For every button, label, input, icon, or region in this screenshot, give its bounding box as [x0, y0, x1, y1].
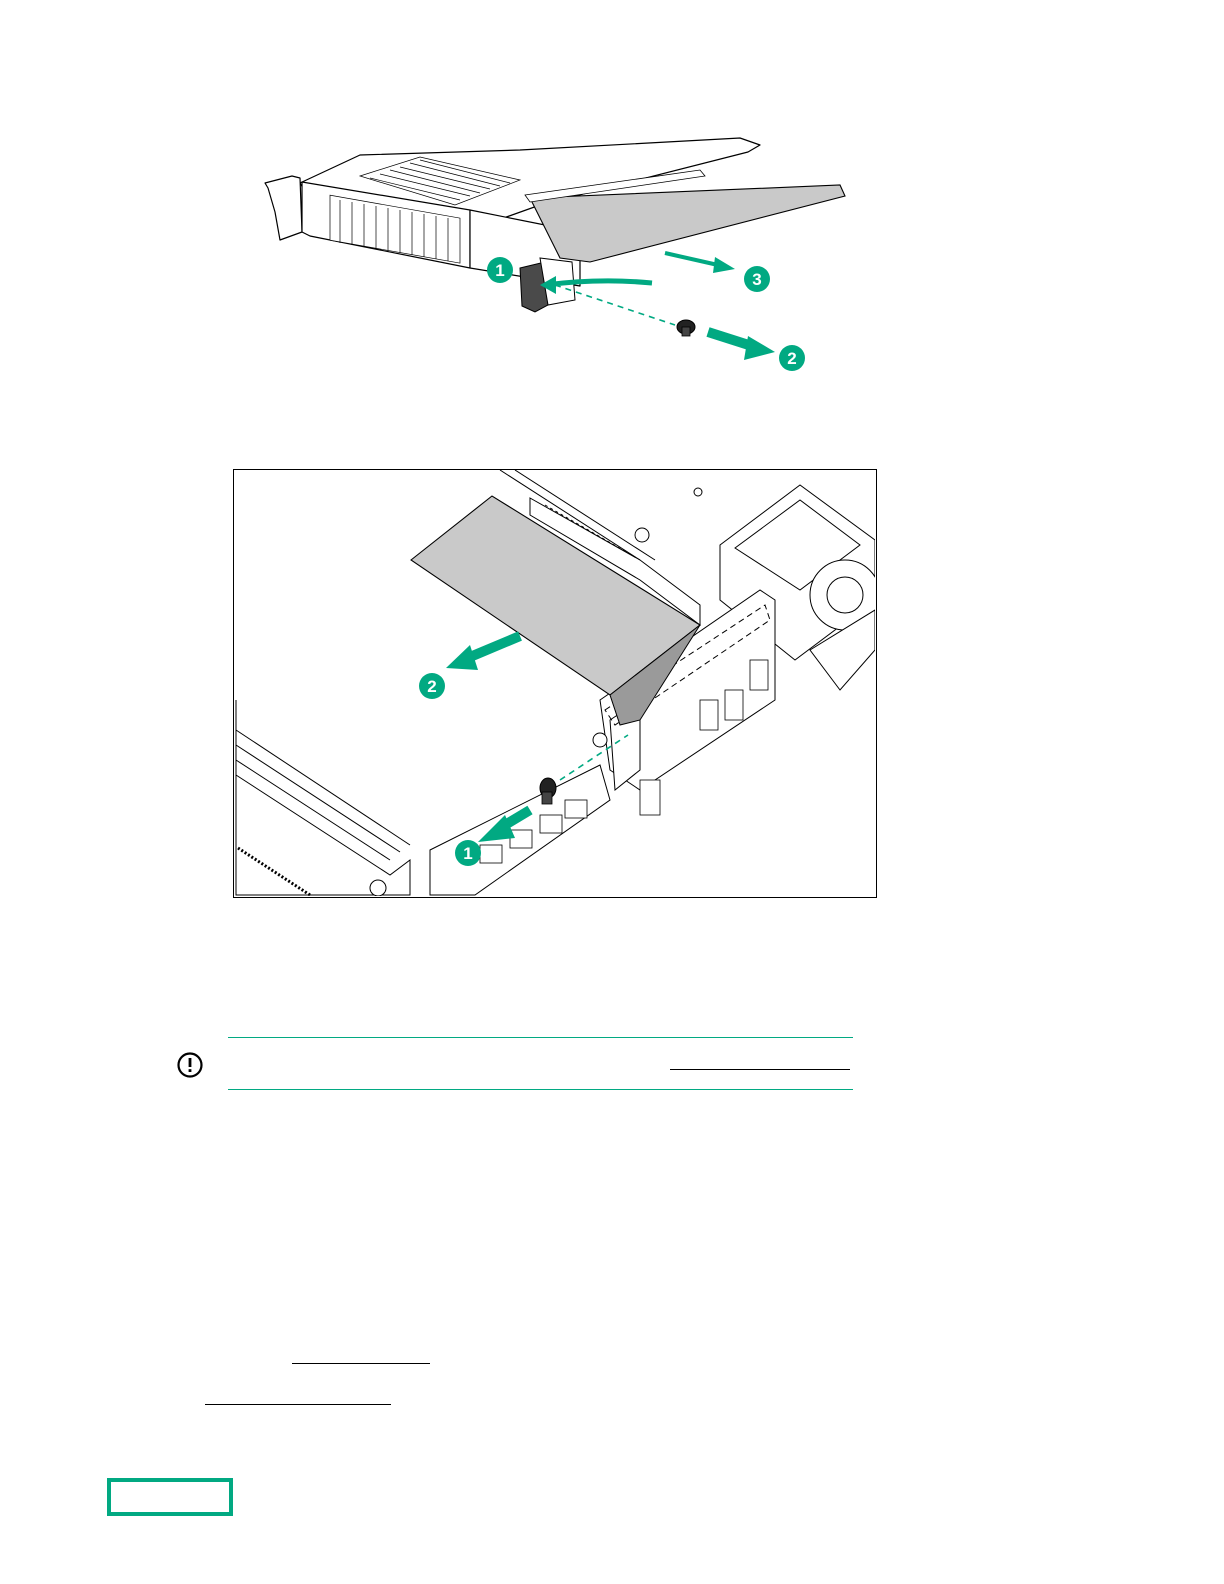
callout-1-badge	[487, 257, 513, 283]
riser-cage-svg	[255, 130, 855, 380]
riser-cage-illustration	[255, 130, 855, 380]
exclamation-circle-icon	[175, 1050, 205, 1080]
chassis-svg	[234, 470, 875, 896]
callout-2-badge	[779, 345, 805, 371]
link-underline-1[interactable]	[292, 1363, 430, 1364]
callout-3-label: 3	[752, 270, 762, 289]
callout-3-badge	[744, 266, 770, 292]
callout-1-label: 1	[495, 261, 505, 280]
callout-2-label: 2	[787, 349, 797, 368]
callout-2-badge-2	[419, 673, 445, 699]
expansion-card-shape	[530, 185, 845, 262]
callout-2-label-2: 2	[427, 677, 437, 696]
callout-1-badge-2	[455, 840, 481, 866]
callout-1-label-2: 1	[463, 844, 473, 863]
screw-shape	[677, 320, 695, 336]
hpe-logo	[107, 1478, 233, 1516]
link-underline-2[interactable]	[205, 1404, 391, 1405]
chassis-illustration	[233, 469, 877, 898]
notice-link-underline[interactable]	[670, 1069, 850, 1070]
notice-top-rule	[228, 1037, 853, 1038]
notice-bottom-rule	[228, 1089, 853, 1090]
